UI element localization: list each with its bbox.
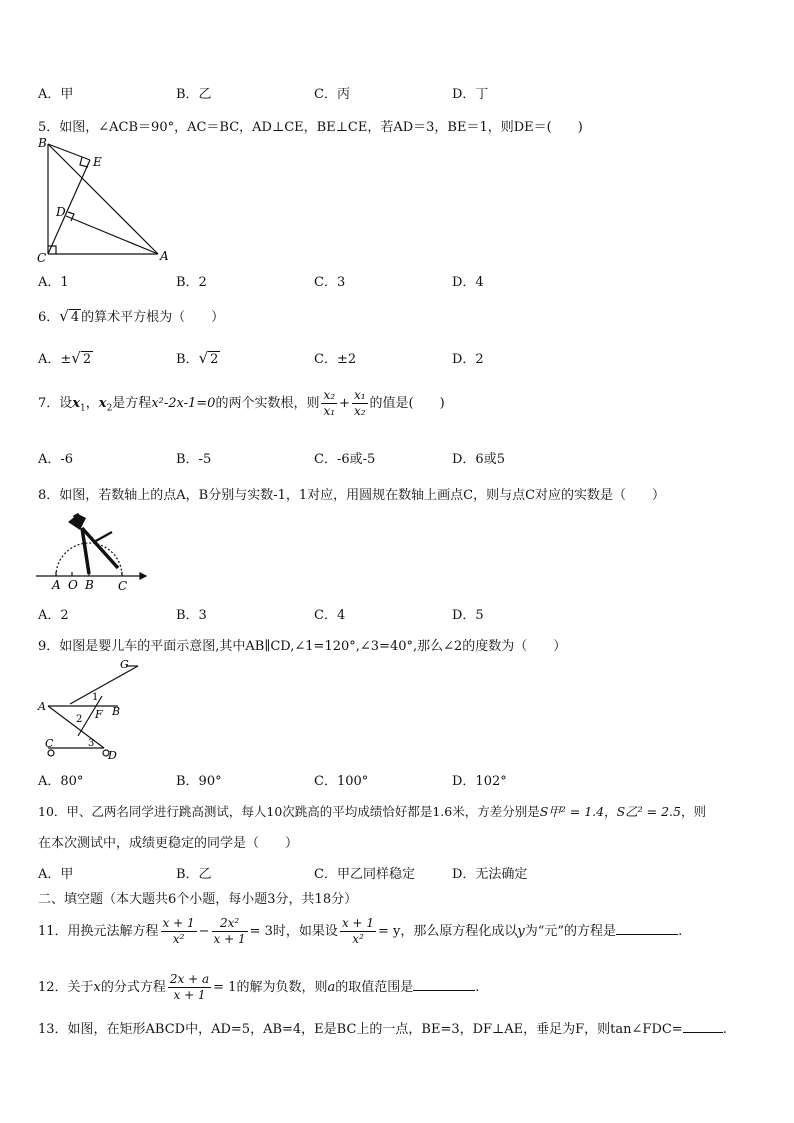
q12-eq: = 1的解为负数，则 [213, 980, 328, 995]
q9-label-angle-2: 2 [76, 714, 83, 725]
q9-label-angle-1: 1 [92, 692, 99, 703]
compass-icon [68, 513, 118, 574]
q7-prefix: 7．设 [38, 396, 73, 411]
q10-line1 [38, 802, 706, 820]
q13-body: 13．如图，在矩形ABCD中，AD=5，AB=4，E是BC上的一点，BE=3，DF⊥AE，垂足为F，则tan∠FDC= [38, 1022, 683, 1037]
q12-end: . [475, 980, 480, 995]
q11-f1-den: x² [172, 932, 185, 946]
q9-label-f: F [95, 708, 103, 721]
q6-option-a-sign: ± [60, 352, 72, 367]
q11-eq: = 3时，如果设 [249, 924, 338, 939]
q7-suffix: 的值是( ) [369, 396, 445, 411]
q7-option-a: A．-6 [38, 452, 74, 467]
q7-mid: 是方程 [112, 396, 152, 411]
q5-label-a: A [160, 249, 169, 263]
q13-end: . [722, 1022, 727, 1037]
q6-radicand: 4 [70, 310, 80, 325]
q7-text [38, 388, 445, 420]
q7-frac2-den: x₂ [353, 404, 366, 418]
q12-answer-blank[interactable] [413, 978, 475, 991]
q5-option-b: B．2 [176, 275, 207, 290]
q9-label-b: B [112, 705, 121, 718]
q10-s-yi: S乙² = 2.5 [616, 804, 681, 819]
q7-x1: x [72, 396, 81, 411]
q7-x2-sub: 2 [106, 403, 113, 414]
q7-option-d: D．6或5 [452, 452, 505, 467]
q10-option-d: D．无法确定 [452, 867, 528, 882]
q9-text: 9．如图是婴儿车的平面示意图,其中AB∥CD,∠1=120°,∠3=40°,那么∠2的度数为（ ） [38, 639, 567, 654]
q4-option-d: D．丁 [452, 87, 489, 102]
q8-option-a: A．2 [38, 608, 69, 623]
q7-equation: x²-2x-1=0 [151, 396, 216, 411]
q5-figure [32, 134, 182, 266]
q11-prefix: 11．用换元法解方程 [38, 924, 159, 939]
q9-label-c: C [45, 737, 54, 750]
section-2-heading: 二、填空题（本大题共6个小题，每小题3分，共18分） [38, 892, 358, 907]
q6-option-b-label: B． [176, 352, 199, 367]
q9-options [38, 770, 738, 790]
q8-figure [34, 508, 158, 594]
q8-option-d: D．5 [452, 608, 484, 623]
q11-answer-blank[interactable] [616, 922, 678, 935]
q9-option-b: B．90° [176, 774, 222, 789]
q7-frac-1 [321, 388, 337, 419]
q7-frac1-den: x₁ [323, 404, 336, 418]
q11-eq2: = y，那么原方程化成以 [378, 924, 518, 939]
q5-options [38, 271, 738, 291]
q8-label-o: O [68, 578, 78, 592]
q7-after-eq: 的两个实数根，则 [215, 396, 320, 411]
q8-label-a: A [52, 578, 61, 592]
q7-x1-sub: 1 [80, 403, 86, 414]
q9-label-d: D [108, 749, 117, 762]
q6-suffix: 的算术平方根为（ ） [81, 310, 225, 325]
q11-f3-num: x + 1 [341, 916, 375, 930]
q9-option-c: C．100° [314, 774, 369, 789]
q10-prefix: 10．甲、乙两名同学进行跳高测试，每人10次跳高的平均成绩恰好都是1.6米，方差分别是 [38, 804, 540, 819]
q10-comma: ， [604, 804, 617, 819]
q12-frac [168, 972, 211, 1003]
q10-suffix: ，则 [680, 804, 706, 819]
q4-option-a: A．甲 [38, 87, 74, 102]
q12-f-den: x + 1 [173, 988, 206, 1002]
q10-options [38, 863, 738, 883]
q11-f2-num: 2x² [212, 916, 248, 932]
q7-option-c: C．-6或-5 [314, 452, 376, 467]
q7-sep: ， [85, 396, 99, 411]
q11-frac-2 [212, 916, 248, 947]
q5-label-e: E [93, 155, 102, 169]
q6-option-b-radicand: 2 [210, 352, 219, 367]
q10-line2: 在本次测试中，成绩更稳定的同学是（ ） [38, 836, 299, 851]
q12-prefix: 12．关于 [38, 980, 94, 995]
q5-label-d: D [56, 205, 66, 219]
q8-option-c: C．4 [314, 608, 346, 623]
q6-text [38, 306, 224, 325]
q12-suffix: 的取值范围是 [335, 980, 414, 995]
q9-figure [34, 656, 150, 766]
q7-x2: x [98, 396, 107, 411]
q10-s-jia: S甲² = 1.4 [539, 804, 605, 819]
q12-x: x [93, 980, 101, 995]
q7-frac1-num: x₂ [323, 388, 336, 402]
q5-option-a: A．1 [38, 275, 69, 290]
q11-y: y [517, 924, 525, 939]
q10-option-c: C．甲乙同样稳定 [314, 867, 415, 882]
q6-options [38, 348, 738, 368]
q12-f-num: 2x + a [169, 972, 210, 986]
q9-label-g: G [120, 658, 129, 671]
q8-label-b: B [85, 578, 94, 592]
q6-sqrt: √ 4 [59, 307, 80, 325]
q11-f3-den: x² [352, 932, 364, 946]
q7-option-b: B．-5 [176, 452, 212, 467]
q11-minus: − [198, 924, 210, 939]
q10-option-a: A．甲 [38, 867, 74, 882]
q5-text: 5．如图，∠ACB＝90°，AC＝BC，AD⊥CE，BE⊥CE，若AD＝3，BE＝1，则DE＝( ) [38, 120, 583, 135]
q11-f1-num: x + 1 [162, 916, 195, 930]
q6-option-a-label: A． [38, 352, 61, 367]
q7-frac2-num: x₁ [353, 388, 366, 402]
q6-option-a-radicand: 2 [82, 352, 92, 367]
q11-frac-1 [161, 916, 197, 947]
q6-option-b: B．√ 2 [176, 349, 219, 367]
q10-option-b: B．乙 [176, 867, 212, 882]
q5-label-c: C [37, 251, 47, 265]
q5-option-c: C．3 [314, 275, 346, 290]
q9-label-a: A [38, 700, 46, 713]
q6-option-c: C．±2 [314, 352, 357, 367]
q12-a: a [327, 980, 336, 995]
q13-text [38, 1018, 727, 1037]
q4-options [38, 83, 738, 103]
q13-answer-blank[interactable] [683, 1020, 723, 1033]
q9-label-angle-3: 3 [88, 738, 95, 749]
q4-option-c: C．丙 [314, 87, 350, 102]
q6-option-a: A．±√ 2 [38, 349, 92, 367]
q12-mid: 的分式方程 [100, 980, 166, 995]
q9-option-d: D．102° [452, 774, 507, 789]
q8-label-c: C [118, 579, 128, 593]
q8-option-b: B．3 [176, 608, 207, 623]
q11-frac-3 [340, 916, 376, 947]
q11-end: . [678, 924, 683, 939]
q5-option-d: D．4 [452, 275, 484, 290]
q8-text: 8．如图，若数轴上的点A，B分别与实数-1，1对应，用圆规在数轴上画点C，则与点C对应的实数是（ ） [38, 488, 666, 503]
q11-text [38, 916, 682, 947]
q7-frac-2 [352, 388, 368, 419]
q8-options [38, 604, 738, 624]
q4-option-b: B．乙 [176, 87, 212, 102]
q11-suffix: 为“元”的方程是 [524, 924, 617, 939]
q9-option-a: A．80° [38, 774, 84, 789]
q12-text [38, 972, 479, 1003]
q5-label-b: B [38, 136, 47, 150]
q6-prefix: 6． [38, 310, 60, 325]
q7-options [38, 448, 738, 468]
q6-option-d: D．2 [452, 352, 484, 367]
q7-plus: + [339, 396, 350, 411]
q11-f2-den: x + 1 [213, 932, 246, 946]
